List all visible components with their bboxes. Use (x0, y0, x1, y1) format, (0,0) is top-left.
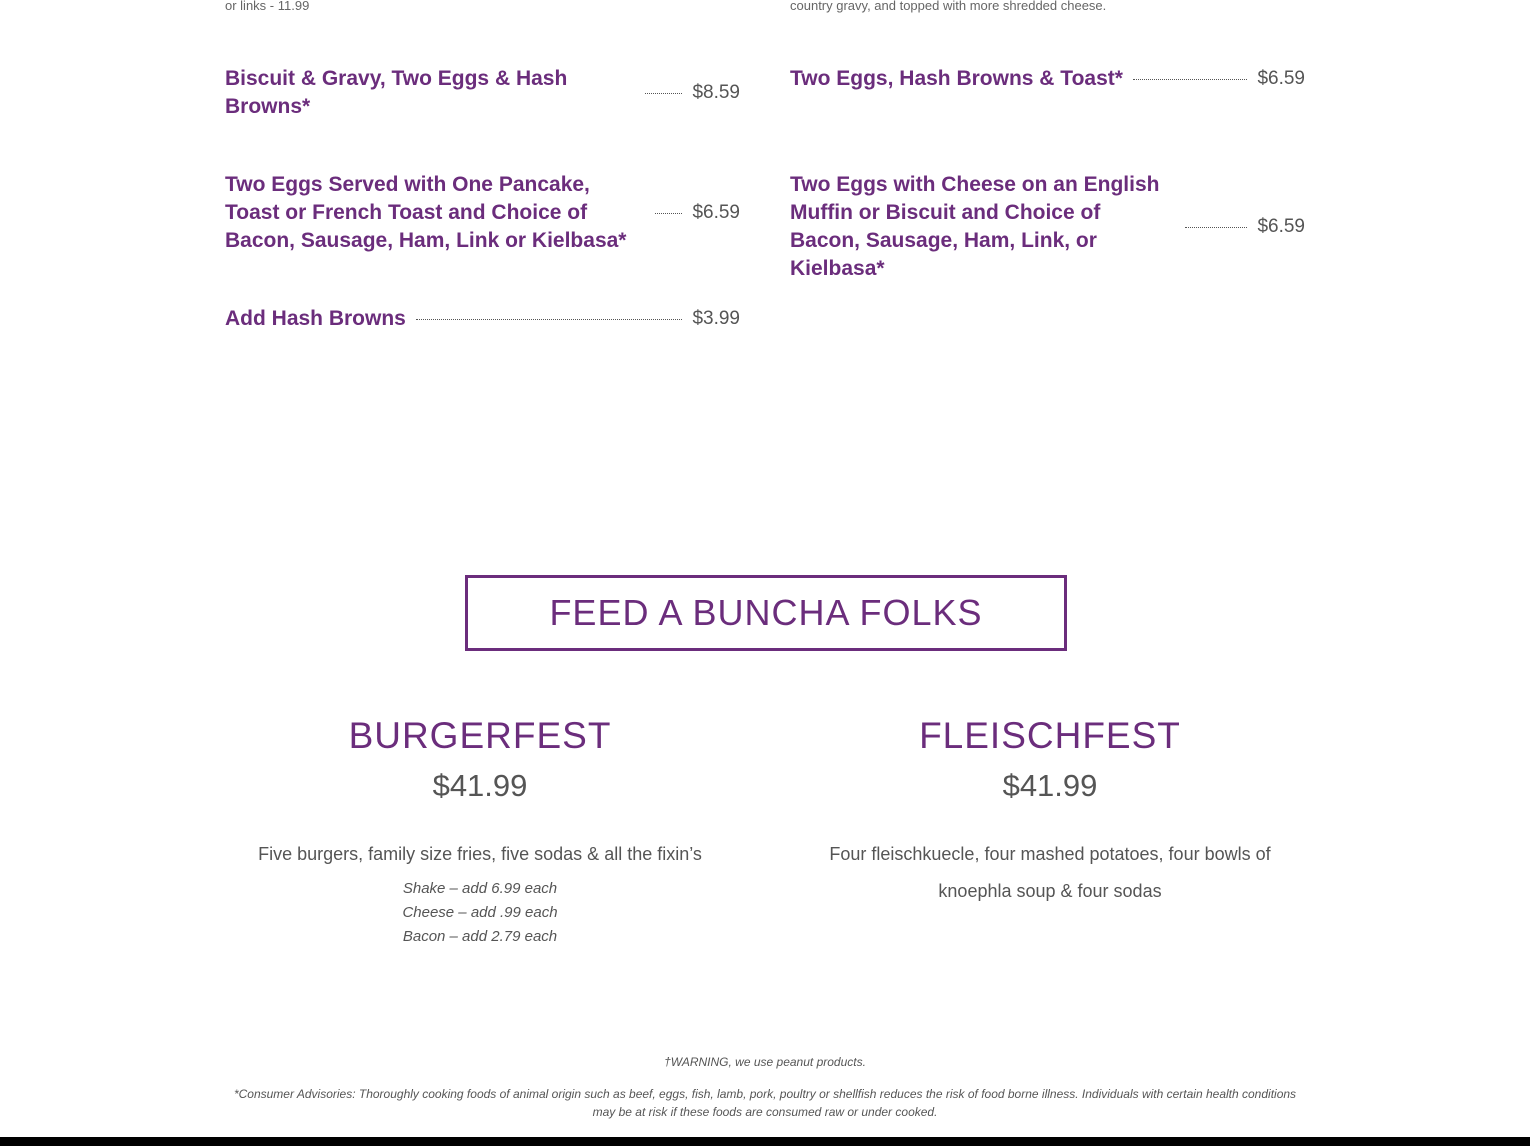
menu-item-price: $6.59 (1257, 216, 1305, 237)
menu-item-eggs-hash-toast (790, 65, 1305, 93)
addon-shake: Shake – add 6.99 each (402, 880, 558, 897)
menu-item-name: Two Eggs, Hash Browns & Toast* (790, 67, 1123, 90)
burgerfest-title: BURGERFEST (348, 715, 612, 756)
consumer-advisory: *Consumer Advisories: Thoroughly cooking foods of animal origin such as beef, eggs, fish, lamb, pork, poultry or shellfish reduces the risk of food borne illness. Individuals with certain health conditions may be at risk if these foods are consumed raw or under cooked. (233, 1087, 1297, 1119)
dotted-leader (1133, 79, 1248, 80)
menu-item-name: Biscuit & Gravy, Two Eggs & Hash Browns* (225, 67, 568, 118)
menu-item-price: $3.99 (692, 308, 740, 329)
dotted-leader (1185, 227, 1247, 228)
menu-item-name: Add Hash Browns (225, 307, 406, 330)
section-title: FEED A BUNCHA FOLKS (549, 592, 983, 633)
burgerfest-price: $41.99 (432, 768, 528, 803)
burgerfest-addons (215, 877, 745, 949)
section-heading-box (465, 575, 1067, 651)
menu-item-price: $6.59 (692, 202, 740, 223)
menu-item-biscuit-gravy (225, 65, 740, 121)
menu-item-add-hash-browns (225, 305, 740, 333)
bottom-bar (0, 1137, 1530, 1146)
fleischfest-title: FLEISCHFEST (919, 715, 1181, 756)
peanut-warning: †WARNING, we use peanut products. (664, 1055, 866, 1069)
burgerfest-description: Five burgers, family size fries, five sodas & all the fixin’s (258, 844, 702, 864)
dotted-leader (416, 319, 683, 320)
previous-item-note-right: country gravy, and topped with more shredded cheese. (790, 0, 1107, 13)
fleischfest-description: Four fleischkuecle, four mashed potatoes, four bowls of knoephla soup & four sodas (829, 844, 1271, 901)
previous-item-note-left: or links - 11.99 (225, 0, 310, 13)
dotted-leader (645, 93, 682, 94)
dotted-leader (655, 213, 682, 214)
addon-bacon: Bacon – add 2.79 each (402, 928, 558, 945)
menu-item-eggs-pancake (225, 171, 740, 255)
menu-item-eggs-cheese-muffin (790, 171, 1305, 283)
addon-cheese: Cheese – add .99 each (402, 904, 558, 921)
menu-item-name: Two Eggs Served with One Pancake, Toast or French Toast and Choice of Bacon, Sausage, Ham, Link or Kielbasa* (225, 173, 627, 252)
menu-item-price: $8.59 (692, 82, 740, 103)
menu-item-name: Two Eggs with Cheese on an English Muffin or Biscuit and Choice of Bacon, Sausage, Ham, Link, or Kielbasa* (790, 173, 1160, 280)
fleischfest-block (785, 714, 1315, 910)
menu-item-price: $6.59 (1257, 68, 1305, 89)
fleischfest-price: $41.99 (1002, 768, 1098, 803)
burgerfest-block (215, 714, 745, 949)
